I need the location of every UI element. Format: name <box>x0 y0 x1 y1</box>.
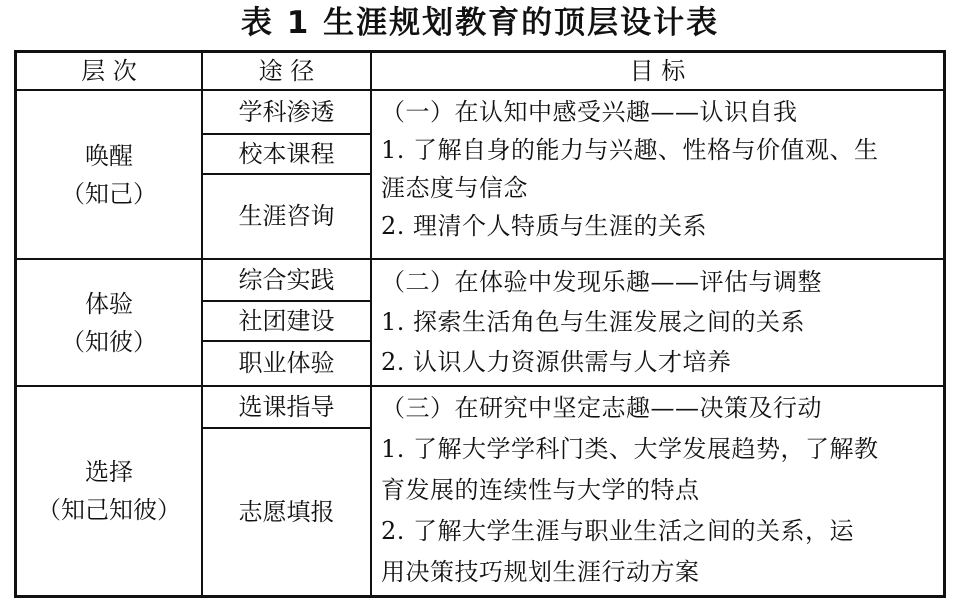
table-title: 表 1 生涯规划教育的顶层设计表 <box>240 5 720 41</box>
level-subtitle: （知己） <box>61 179 157 208</box>
path-item: 综合实践 <box>238 266 335 294</box>
level-name: 体验 <box>85 289 133 318</box>
goal-line: 1. 了解大学学科门类、大学发展趋势，了解教 <box>381 435 879 463</box>
header-level: 层 次 <box>81 57 137 85</box>
level-cell <box>17 91 201 258</box>
level-subtitle: （知己知彼） <box>37 496 181 524</box>
level-subtitle: （知彼） <box>61 327 157 356</box>
goal-line: 2. 认识人力资源供需与人才培养 <box>381 348 732 376</box>
path-item: 志愿填报 <box>238 498 335 526</box>
goal-line: 用决策技巧规划生涯行动方案 <box>381 558 700 586</box>
header-path: 途 径 <box>258 57 315 85</box>
goal-block <box>381 262 941 382</box>
goal-title: （一）在认知中感受兴趣——认识自我 <box>381 98 798 126</box>
goal-line: 1. 探索生活角色与生涯发展之间的关系 <box>381 308 806 336</box>
level-cell <box>17 260 201 385</box>
goal-title: （二）在体验中发现乐趣——评估与调整 <box>381 268 822 296</box>
design-table <box>14 50 946 598</box>
path-item: 选课指导 <box>238 393 335 421</box>
goal-line: 育发展的连续性与大学的特点 <box>381 476 700 504</box>
path-item: 学科渗透 <box>238 98 335 126</box>
goal-block <box>381 387 941 593</box>
path-item: 社团建设 <box>238 307 335 335</box>
path-item: 校本课程 <box>238 140 335 168</box>
goal-line: 2. 理清个人特质与生涯的关系 <box>381 212 708 240</box>
goal-line: 2. 了解大学生涯与职业生活之间的关系，运 <box>381 517 855 545</box>
goal-line: 涯态度与信念 <box>381 174 528 202</box>
goal-block <box>381 93 941 245</box>
goal-line: 1. 了解自身的能力与兴趣、性格与价值观、生 <box>381 136 879 164</box>
path-item: 生涯咨询 <box>238 202 335 230</box>
path-item: 职业体验 <box>238 349 335 377</box>
header-goal: 目 标 <box>629 57 686 85</box>
level-name: 唤醒 <box>85 141 133 170</box>
level-name: 选择 <box>85 458 133 486</box>
level-cell <box>17 387 201 595</box>
goal-title: （三）在研究中坚定志趣——决策及行动 <box>381 394 822 422</box>
